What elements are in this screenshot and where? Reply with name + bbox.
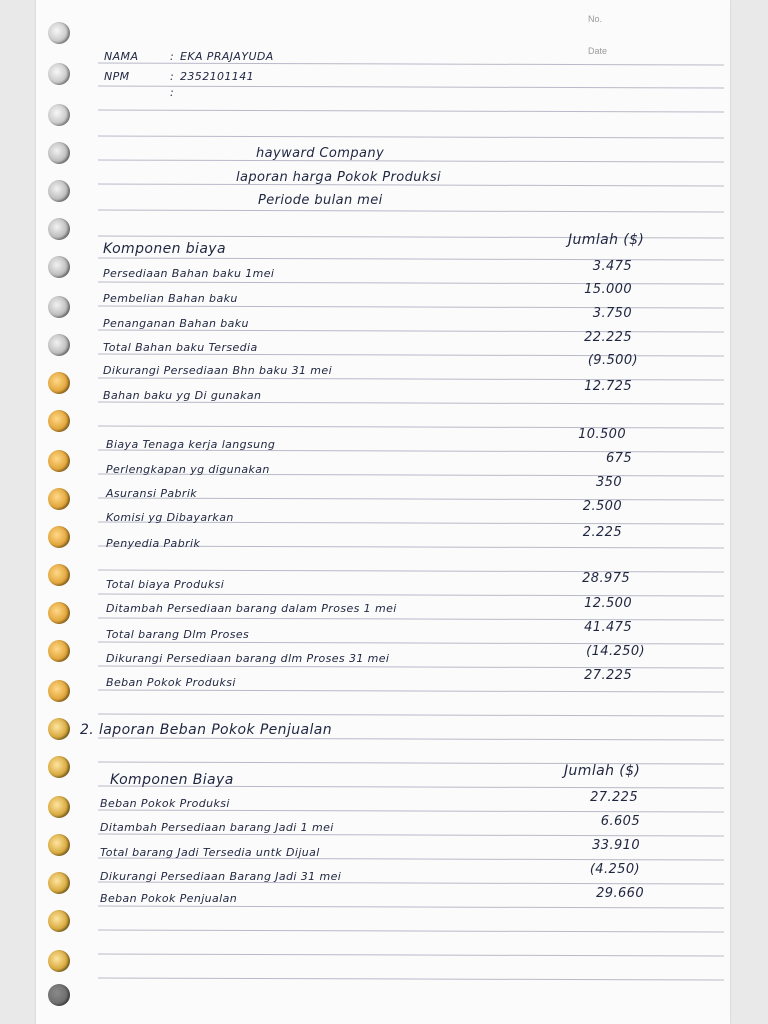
report-subtitle: laporan harga Pokok Produksi [236,170,442,185]
table-row-label: Dikurangi Persediaan Bhn baku 31 mei [103,364,333,377]
table-row-amount: 15.000 [584,282,632,297]
npm-colon: : [170,70,175,83]
binder-hole [48,564,70,586]
cogs-header-component: Komponen Biaya [110,772,234,788]
ruled-line [98,738,724,740]
table-row-label: Total Bahan baku Tersedia [103,341,258,354]
table-row-amount: 33.910 [592,838,640,853]
table-row-amount: 3.475 [592,259,632,274]
table-row-amount: 27.225 [590,790,638,805]
ruled-line [98,402,724,404]
binder-hole [48,718,70,740]
table-row-label: Pembelian Bahan baku [103,292,238,305]
table-row-label: Biaya Tenaga kerja langsung [106,438,276,451]
binder-hole [48,372,70,394]
ruled-line [98,570,724,572]
cogm-header-amount: Jumlah ($) [568,232,645,248]
binder-hole [48,796,70,818]
ruled-line [98,690,724,692]
binder-hole [48,104,70,126]
ruled-line [98,110,724,112]
ruled-line [98,834,724,836]
npm-value: 2352101141 [180,70,254,83]
binder-hole [48,63,70,85]
table-row-label: Penyedia Pabrik [106,537,201,550]
cogs-header-amount: Jumlah ($) [564,763,641,779]
binder-hole [48,410,70,432]
table-row-amount: 10.500 [578,427,626,442]
ruled-line [98,810,724,812]
ruled-line [98,86,724,88]
name-colon: : [170,50,175,63]
ruled-line [98,714,724,716]
no-label: No. [588,14,603,24]
cogs-heading: 2. laporan Beban Pokok Penjualan [80,722,333,738]
binder-hole [48,834,70,856]
binder-hole [48,488,70,510]
npm-label: NPM [104,70,130,83]
binder-hole [48,256,70,278]
ruled-line [98,954,724,956]
ruled-line [98,906,724,908]
binder-hole [48,910,70,932]
table-row-label: Persediaan Bahan baku 1mei [103,267,275,280]
binder-hole [48,142,70,164]
table-row-label: Perlengkapan yg digunakan [106,463,270,476]
ruled-line [98,426,724,428]
blank-marker: : [170,86,175,99]
report-period: Periode bulan mei [258,193,383,208]
table-row-label: Ditambah Persediaan barang dalam Proses 1 mei [106,602,397,615]
table-row-amount: 27.225 [584,668,632,683]
table-row-label: Total barang Jadi Tersedia untk Dijual [100,846,320,859]
table-row-label: Dikurangi Persediaan barang dlm Proses 31 mei [106,652,390,665]
company-name: hayward Company [256,146,385,161]
table-row-amount: 6.605 [600,814,640,829]
binder-hole [48,296,70,318]
table-row-label: Penanganan Bahan baku [103,317,249,330]
table-row-amount: 3.750 [592,306,632,321]
table-row-label: Total biaya Produksi [106,578,225,591]
table-row-amount: 675 [605,451,632,466]
table-row-label: Beban Pokok Produksi [106,676,236,689]
table-row-amount: 12.500 [584,596,632,611]
table-row-label: Ditambah Persediaan barang Jadi 1 mei [100,821,334,834]
ruled-line [98,136,724,138]
binder-hole [48,180,70,202]
name-value: EKA PRAJAYUDA [180,50,274,63]
binder-hole [48,950,70,972]
name-label: NAMA [104,50,139,63]
table-row-label: Asuransi Pabrik [106,487,198,500]
table-row-amount: 29.660 [596,886,644,901]
binder-hole [48,602,70,624]
binder-hole [48,22,70,44]
binder-hole [48,756,70,778]
table-row-amount: (9.500) [587,353,638,368]
table-row-label: Komisi yg Dibayarkan [106,511,234,524]
binder-hole [48,640,70,662]
cogm-header-component: Komponen biaya [103,241,226,257]
ruled-line [98,210,724,212]
table-row-amount: 41.475 [584,620,632,635]
ruled-line [98,978,724,980]
ruled-line [98,930,724,932]
table-row-amount: (4.250) [589,862,640,877]
binder-hole [48,526,70,548]
table-row-amount: 2.500 [582,499,622,514]
binder-hole [48,984,70,1006]
table-row-label: Total barang Dlm Proses [106,628,250,641]
table-row-amount: 350 [595,475,622,490]
table-row-amount: (14.250) [586,644,645,659]
date-label: Date [588,46,608,56]
binder-hole [48,450,70,472]
ruled-line [98,63,724,65]
table-row-amount: 22.225 [584,330,632,345]
binder-hole [48,680,70,702]
table-row-amount: 2.225 [582,525,622,540]
table-row-label: Bahan baku yg Di gunakan [103,389,262,402]
binder-hole [48,334,70,356]
table-row-label: Dikurangi Persediaan Barang Jadi 31 mei [100,870,342,883]
table-row-amount: 12.725 [584,379,632,394]
table-row-amount: 28.975 [582,571,630,586]
binder-hole [48,872,70,894]
binder-hole [48,218,70,240]
table-row-label: Beban Pokok Penjualan [100,892,238,905]
table-row-label: Beban Pokok Produksi [100,797,230,810]
ruled-line [98,160,724,162]
